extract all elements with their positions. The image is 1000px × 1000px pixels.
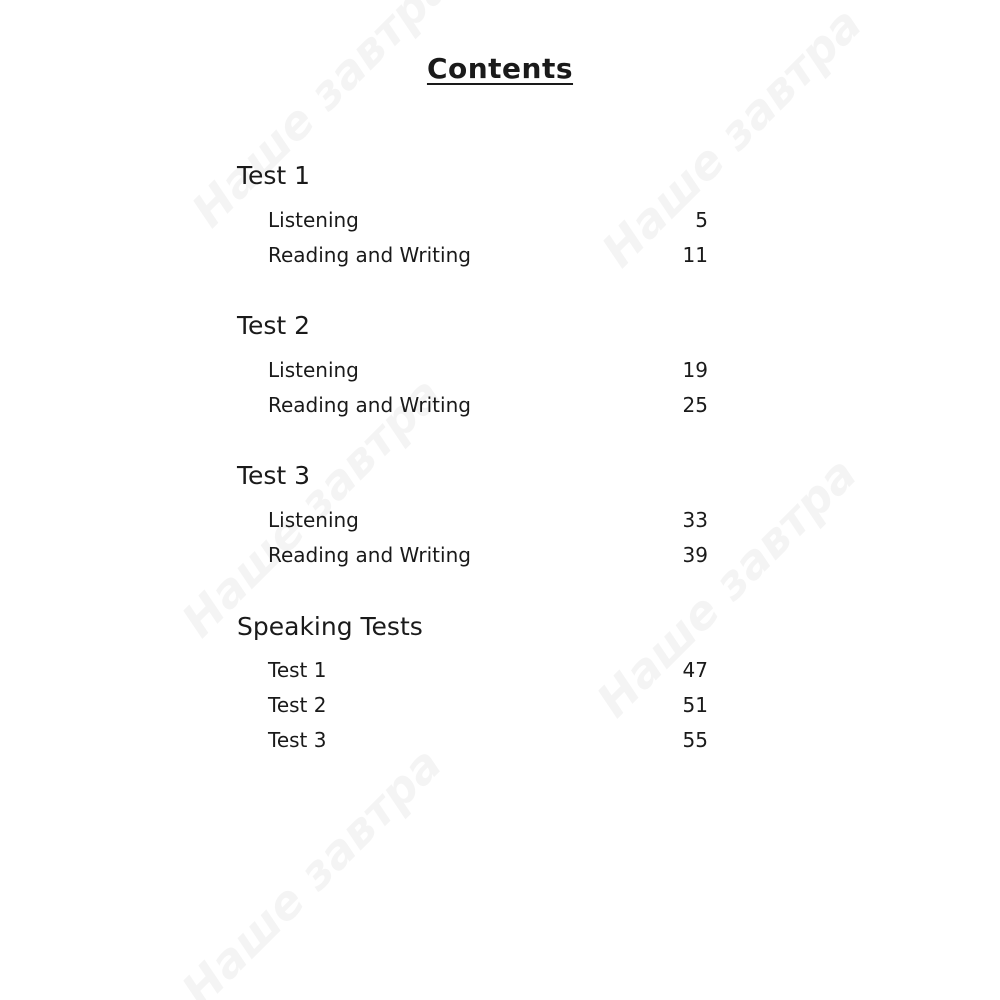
toc-entry-label: Test 3 (268, 728, 327, 752)
toc-entry[interactable] (268, 208, 708, 236)
toc-entry-page: 11 (682, 243, 708, 267)
page-title-text: Contents (426, 52, 574, 85)
toc-entry-label: Listening (268, 508, 359, 532)
section-title-test-1: Test 1 (237, 161, 311, 190)
toc-entry[interactable] (268, 393, 708, 421)
toc-entry-label: Reading and Writing (268, 393, 471, 417)
toc-entry[interactable] (268, 543, 708, 571)
toc-entry[interactable] (268, 508, 708, 536)
toc-entry-label: Listening (268, 358, 359, 382)
section-title-test-3: Test 3 (237, 461, 311, 490)
toc-entry[interactable] (268, 658, 708, 686)
toc-entry[interactable] (268, 243, 708, 271)
toc-entry-label: Test 1 (268, 658, 327, 682)
toc-entry-page: 33 (682, 508, 708, 532)
toc-entry-page: 5 (695, 208, 708, 232)
toc-entry-page: 19 (682, 358, 708, 382)
section-title-test-2: Test 2 (237, 311, 311, 340)
toc-entry[interactable] (268, 728, 708, 756)
toc-entry[interactable] (268, 358, 708, 386)
toc-entry-label: Reading and Writing (268, 243, 471, 267)
toc-entry-label: Reading and Writing (268, 543, 471, 567)
toc-entry-page: 51 (682, 693, 708, 717)
toc-entry-page: 47 (682, 658, 708, 682)
toc-entry-label: Test 2 (268, 693, 327, 717)
section-title-speaking-tests: Speaking Tests (237, 612, 423, 641)
toc-entry-page: 39 (682, 543, 708, 567)
toc-entry-label: Listening (268, 208, 359, 232)
toc-entry[interactable] (268, 693, 708, 721)
toc-entry-page: 55 (682, 728, 708, 752)
toc-entry-page: 25 (682, 393, 708, 417)
